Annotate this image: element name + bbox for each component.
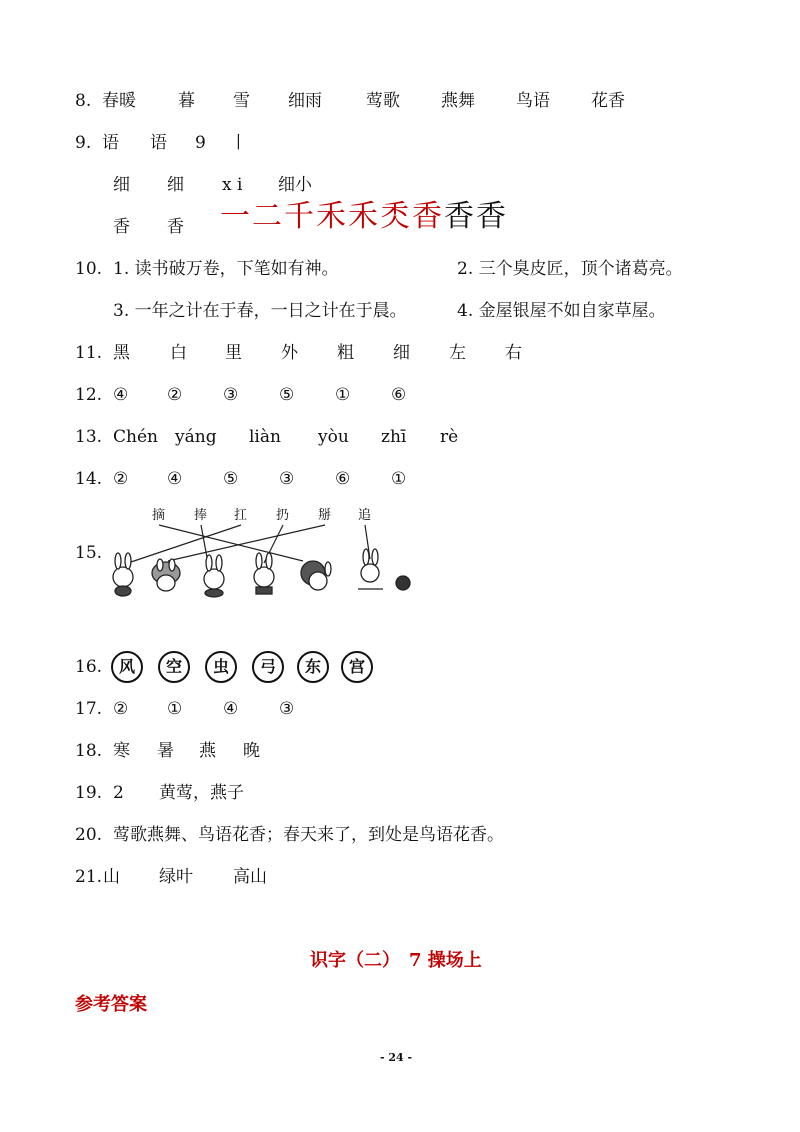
answer-word: ④	[167, 469, 183, 489]
pinyin-word: Chén	[113, 427, 158, 447]
circled-char: 宫	[341, 651, 373, 683]
stroke-order-char: 香	[444, 199, 474, 234]
stroke-order-char: 禾	[316, 199, 346, 234]
answer-word: 白	[170, 343, 187, 363]
matching-illustration	[108, 503, 420, 598]
match-line	[159, 525, 303, 561]
answer-word: 香	[113, 217, 130, 237]
circled-char: 弓	[252, 651, 284, 683]
answer-word: ①	[391, 469, 407, 489]
answer-word: ②	[167, 385, 183, 405]
answer-word: ④	[223, 699, 239, 719]
answer-word: 黄莺，燕子	[159, 783, 244, 803]
answer-sentence: 2. 三个臭皮匠，顶个诸葛亮。	[457, 259, 683, 279]
section-subtitle: 参考答案	[75, 994, 147, 1015]
answer-word: ⑤	[223, 469, 239, 489]
question-number: 20.	[75, 825, 103, 845]
rabbit-figure	[358, 549, 410, 590]
pinyin-word: yáng	[175, 427, 217, 447]
question-number: 17.	[75, 699, 103, 719]
match-line	[168, 525, 325, 561]
answer-word: 右	[505, 343, 522, 363]
answer-word: ③	[223, 385, 239, 405]
answer-word: 9	[195, 133, 206, 153]
answer-word: 莺歌	[366, 91, 400, 111]
verb-label: 捧	[194, 508, 208, 523]
question-number: 8.	[75, 91, 92, 111]
answer-word: 粗	[337, 343, 354, 363]
answer-word: 里	[225, 343, 242, 363]
answer-word: 雪	[233, 91, 250, 111]
verb-label: 掰	[318, 508, 332, 523]
stroke-order-char: 二	[252, 199, 282, 234]
answer-word: 绿叶	[159, 867, 193, 887]
question-number: 21.	[75, 867, 103, 887]
question-number: 18.	[75, 741, 103, 761]
circled-char: 东	[297, 651, 329, 683]
section-title: 识字（二） 7 操场上	[310, 950, 482, 971]
answer-word: 语	[150, 133, 167, 153]
stroke-order-char: 香	[412, 199, 442, 234]
answer-word: ⑤	[279, 385, 295, 405]
answer-word: 2	[113, 783, 124, 803]
pinyin-word: yòu	[318, 427, 349, 447]
answer-word: 语	[102, 133, 119, 153]
stroke-order-char: 秂	[380, 199, 410, 234]
circled-char: 虫	[205, 651, 237, 683]
answer-word: 细小	[278, 175, 312, 195]
pinyin-word: rè	[440, 427, 459, 447]
answer-word: 外	[281, 343, 298, 363]
answer-sentence: 4. 金屋银屋不如自家草屋。	[457, 301, 666, 321]
pinyin-word: zhī	[381, 427, 407, 447]
question-number: 9.	[75, 133, 92, 153]
answer-word: 花香	[591, 91, 625, 111]
rabbit-figure	[152, 559, 180, 591]
question-number: 14.	[75, 469, 103, 489]
circled-char: 风	[111, 651, 143, 683]
answer-word: ③	[279, 699, 295, 719]
question-number: 16.	[75, 657, 103, 677]
answer-word: 春暖	[102, 91, 136, 111]
answer-word: 寒	[113, 741, 130, 761]
page-number: - 24 -	[380, 1051, 413, 1064]
verb-label: 追	[358, 508, 372, 523]
circled-char: 空	[158, 651, 190, 683]
answer-word: 丨	[230, 133, 247, 153]
answer-word: ①	[167, 699, 183, 719]
rabbit-figure	[254, 553, 274, 594]
answer-sentence: 3. 一年之计在于春，一日之计在于晨。	[113, 301, 407, 321]
stroke-order-char: 一	[220, 199, 250, 234]
answer-word: 高山	[233, 867, 267, 887]
stroke-order-char: 千	[284, 199, 314, 234]
answer-word: x i	[222, 175, 243, 195]
answer-word: ③	[279, 469, 295, 489]
answer-word: ①	[335, 385, 351, 405]
answer-word: ②	[113, 699, 129, 719]
question-number: 15.	[75, 543, 103, 563]
answer-word: 细	[113, 175, 130, 195]
pinyin-word: liàn	[249, 427, 281, 447]
answer-word: 山	[103, 867, 120, 887]
question-number: 12.	[75, 385, 103, 405]
answer-word: ②	[113, 469, 129, 489]
answer-word: ④	[113, 385, 129, 405]
question-number: 13.	[75, 427, 103, 447]
answer-word: 燕舞	[441, 91, 475, 111]
answer-word: ⑥	[335, 469, 351, 489]
stroke-order-char: 香	[476, 199, 506, 234]
question-number: 11.	[75, 343, 103, 363]
question-number: 19.	[75, 783, 103, 803]
verb-label: 摘	[152, 508, 166, 523]
verb-label: 扔	[276, 508, 290, 523]
answer-word: 左	[449, 343, 466, 363]
rabbit-figure	[113, 553, 133, 596]
answer-sentence: 1. 读书破万卷，下笔如有神。	[113, 259, 339, 279]
answer-word: 暮	[178, 91, 195, 111]
answer-sentence: 莺歌燕舞、鸟语花香；春天来了，到处是鸟语花香。	[113, 825, 504, 845]
answer-word: 燕	[199, 741, 216, 761]
answer-word: 鸟语	[516, 91, 550, 111]
answer-word: 晚	[243, 741, 260, 761]
stroke-order-char: 禾	[348, 199, 378, 234]
answer-word: 细	[393, 343, 410, 363]
answer-word: 香	[167, 217, 184, 237]
verb-label: 扛	[234, 508, 248, 523]
answer-word: 细雨	[288, 91, 322, 111]
answer-word: 暑	[157, 741, 174, 761]
answer-word: 黑	[113, 343, 130, 363]
question-number: 10.	[75, 259, 103, 279]
answer-word: ⑥	[391, 385, 407, 405]
answer-word: 细	[167, 175, 184, 195]
rabbit-figure	[301, 561, 331, 590]
rabbit-figure	[204, 555, 224, 597]
